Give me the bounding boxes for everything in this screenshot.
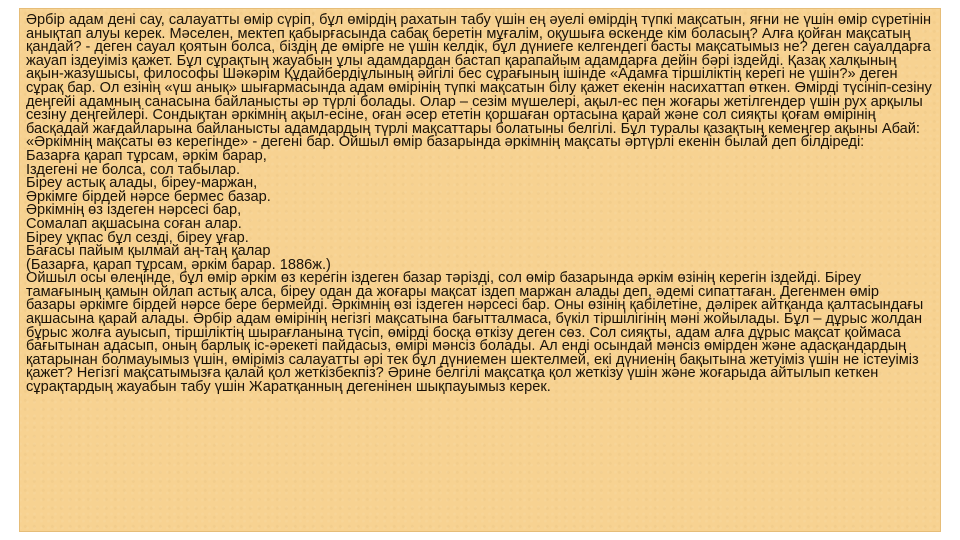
poem-line: Әркімге бірдей нәрсе бермес базар. [26,188,271,205]
poem-line: Біреу ұқпас бұл сезді, біреу ұғар. [26,229,249,246]
poem-line: Іздегені не болса, сол табылар. [26,161,241,178]
poem-line: Әркімнің өз іздеген нәрсесі бар, [26,202,242,219]
poem-line: Бағасы пайым қылмай аң-таң қалар [26,243,271,260]
closing-paragraph: Ойшыл осы өлеңінде, бұл өмір әркім өз керегін іздеген базар тәрізді, сол өмір базарында әркім өзінің керегін іздейді. Біреу тамағының қамын ойлап астық алса, біреу одан да жоғары мақсат іздеп маржан алады деп, әдемі сипаттаған. Дегенмен өмір базары әркімге бірдей нәрсе бере бермейді. Әркімнің өзі іздеген нәрсесі бар. Оны өзінің қабілетіне, дәлірек айтқанда қалтасындағы ақшасына қарай алады. Әрбір адам өмірінің негізгі мақсатына бағытталмаса, бүкіл тіршілігінің мәні жойылады. Бұл – дұрыс жолдан бұрыс жолға ауысып, тіршіліктің шырағланына түсіп, өмірді босқа өткізу деген сөз. Сол сияқты, адам алға дұрыс мақсат қоймаса бағытынан адасып, оның барлық іс-әрекеті пайдасыз, өмірі мәнсіз болады. Ал енді осындай мәнсіз өмірден және адасқандардың қатарынан болмауымыз үшін, өміріміз салауатты әрі тек бұл дүниемен шектелмей, екі дүниенің бақытына жетуіміз үшін не істеуіміз қажет? Негізгі мақсатымызға қалай қол жеткізбекпіз? Әрине белгілі мақсатқа қол жеткізу үшін және жоғарыда айтылып кеткен сұрақтардың жауабын табу үшін Жаратқанның дегенінен шықпауымыз керек. [26,270,924,396]
text-panel [19,8,941,532]
poem-line: Сомалап ақшасына соған алар. [26,215,242,232]
poem-line: Базарға қарап тұрсам, әркім барар, [26,147,267,164]
poem-line: Біреу астық алады, біреу-маржан, [26,175,258,192]
intro-paragraph: Әрбір адам дені сау, салауатты өмір сүріп, бұл өмірдің рахатын табу үшін ең әуелі өмірдің түпкі мақсатын, яғни не үшін өмір сүретінін анықтап алуы керек. Мәселен, мектеп қабырғасында сабақ беретін мұғалім, оқушыға өскенде кім боласың? Алға қойған мақсатың қандай? - деген сауал қоятын болса, біздің де өмірге не үшін келдік, бұл дүниеге келгендегі басты мақсатымыз не? деген сауалдарға жауап іздеуіміз қажет. Бұл сұрақтың жауабын ұлы адамдардан бастап қарапайым адамдарға дейін бәрі іздейді. Қазақ халқының ақын-жазушысы, философы Шәкәрім Құдайбердіұлының әйгілі бес сұрағының ішінде «Адамға тіршіліктің керегі не үшін?» деген сұрақ бар. Ол езінің «үш анық» шығармасында адам өмірінің түпкі мақсатын білу қажет екенін насихаттап өткен. Өмірді түсініп-сезіну деңгейі адамның санасына байланысты әр түрлі болады. Олар – сезім мүшелері, ақыл-ес пен жоғары жетілгендер үшін рух арқылы сезіну деңгейлері. Сондықтан әркімнің ақыл-есіне, оған әсер ететін қоршаған ортасына қарай және сол сияқты қоғам өмірінің басқадай жағдайларына байланысты адамдардың түрлі мақсаттары болатыны белгілі. Бұл туралы қазақтың кемеңгер ақыны Абай: «Әркімнің мақсаты өз керегінде» - дегені бар. Ойшыл өмір базарында әркімнің мақсаты әртүрлі екенін былай деп білдіреді: [26,12,932,151]
poem-citation: (Базарға, қарап тұрсам, әркім барар. 1886ж.) [26,256,331,273]
